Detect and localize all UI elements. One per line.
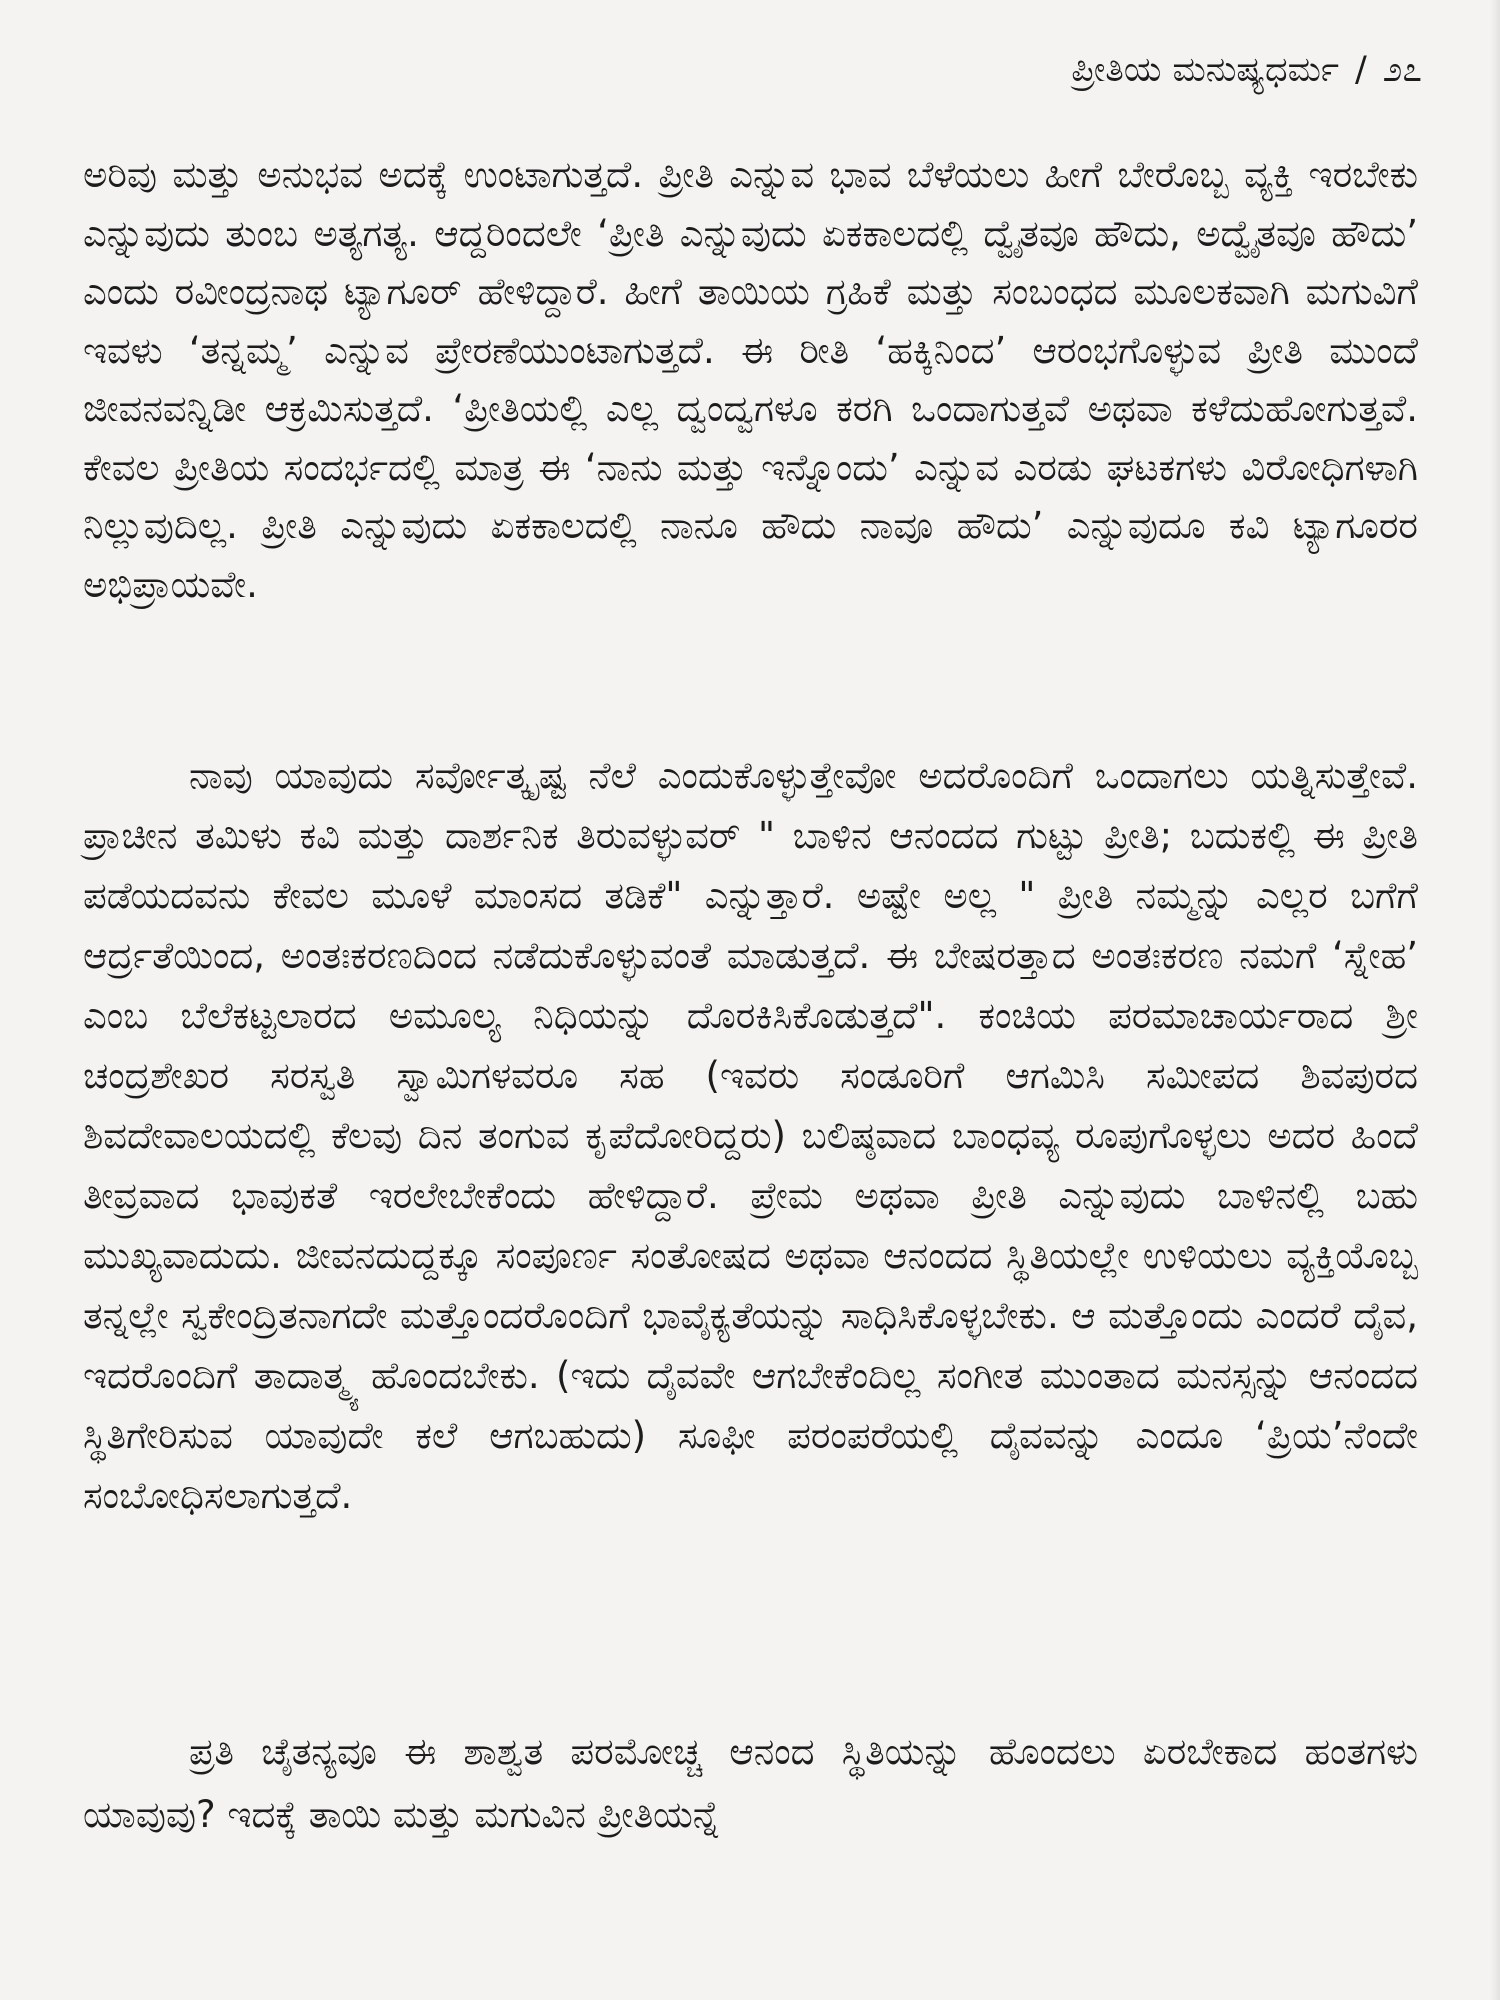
body-paragraph-2: ನಾವು ಯಾವುದು ಸರ್ವೋತ್ಕೃಷ್ಟ ನೆಲೆ ಎಂದುಕೊಳ್ಳುತ್ತೇವೋ ಅದರೊಂದಿಗೆ ಒಂದಾಗಲು ಯತ್ನಿಸುತ್ತೇವೆ. ಪ್ರಾಚೀನ ತಮಿಳು ಕವಿ ಮತ್ತು ದಾರ್ಶನಿಕ ತಿರುವಳ್ಳುವರ್ " ಬಾಳಿನ ಆನಂದದ ಗುಟ್ಟು ಪ್ರೀತಿ; ಬದುಕಲ್ಲಿ ಈ ಪ್ರೀತಿ ಪಡೆಯದವನು ಕೇವಲ ಮೂಳೆ ಮಾಂಸದ ತಡಿಕೆ" ಎನ್ನುತ್ತಾರೆ. ಅಷ್ಟೇ ಅಲ್ಲ " ಪ್ರೀತಿ ನಮ್ಮನ್ನು ಎಲ್ಲರ ಬಗೆಗೆ ಆರ್ದ್ರತೆಯಿಂದ, ಅಂತಃಕರಣದಿಂದ ನಡೆದುಕೊಳ್ಳುವಂತೆ ಮಾಡುತ್ತದೆ. ಈ ಬೇಷರತ್ತಾದ ಅಂತಃಕರಣ ನಮಗೆ ‘ಸ್ನೇಹ’ ಎಂಬ ಬೆಲೆಕಟ್ಟಲಾರದ ಅಮೂಲ್ಯ ನಿಧಿಯನ್ನು ದೊರಕಿಸಿಕೊಡುತ್ತದೆ". ಕಂಚಿಯ ಪರಮಾಚಾರ್ಯರಾದ ಶ್ರೀ ಚಂದ್ರಶೇಖರ ಸರಸ್ವತಿ ಸ್ವಾಮಿಗಳವರೂ ಸಹ (ಇವರು ಸಂಡೂರಿಗೆ ಆಗಮಿಸಿ ಸಮೀಪದ ಶಿವಪುರದ ಶಿವದೇವಾಲಯದಲ್ಲಿ ಕೆಲವು ದಿನ ತಂಗುವ ಕೃಪೆದೋರಿದ್ದರು) ಬಲಿಷ್ಠವಾದ ಬಾಂಧವ್ಯ ರೂಪುಗೊಳ್ಳಲು ಅದರ ಹಿಂದೆ ತೀವ್ರವಾದ ಭಾವುಕತೆ ಇರಲೇಬೇಕೆಂದು ಹೇಳಿದ್ದಾರೆ. ಪ್ರೇಮ ಅಥವಾ ಪ್ರೀತಿ ಎನ್ನುವುದು ಬಾಳಿನಲ್ಲಿ ಬಹು ಮುಖ್ಯವಾದುದು. ಜೀವನದುದ್ದಕ್ಕೂ ಸಂಪೂರ್ಣ ಸಂತೋಷದ ಅಥವಾ ಆನಂದದ ಸ್ಥಿತಿಯಲ್ಲೇ ಉಳಿಯಲು ವ್ಯಕ್ತಿಯೊಬ್ಬ ತನ್ನಲ್ಲೇ ಸ್ವಕೇಂದ್ರಿತನಾಗದೇ ಮತ್ತೊಂದರೊಂದಿಗೆ ಭಾವೈಕ್ಯತೆಯನ್ನು ಸಾಧಿಸಿಕೊಳ್ಳಬೇಕು. ಆ ಮತ್ತೊಂದು ಎಂದರೆ ದೈವ, ಇದರೊಂದಿಗೆ ತಾದಾತ್ಮ್ಯ ಹೊಂದಬೇಕು. (ಇದು ದೈವವೇ ಆಗಬೇಕೆಂದಿಲ್ಲ ಸಂಗೀತ ಮುಂತಾದ ಮನಸ್ಸನ್ನು ಆನಂದದ ಸ್ಥಿತಿಗೇರಿಸುವ ಯಾವುದೇ ಕಲೆ ಆಗಬಹುದು) ಸೂಫೀ ಪರಂಪರೆಯಲ್ಲಿ ದೈವವನ್ನು ಎಂದೂ ‘ಪ್ರಿಯ’ನೆಂದೇ ಸಂಬೋಧಿಸಲಾಗುತ್ತದೆ. [83, 754, 1418, 1517]
running-header-separator: / [1355, 50, 1367, 90]
body-paragraph-3: ಪ್ರತಿ ಚೈತನ್ಯವೂ ಈ ಶಾಶ್ವತ ಪರಮೋಚ್ಚ ಆನಂದ ಸ್ಥಿತಿಯನ್ನು ಹೊಂದಲು ಏರಬೇಕಾದ ಹಂತಗಳು ಯಾವುವು? ಇದಕ್ಕೆ ತಾಯಿ ಮತ್ತು ಮಗುವಿನ ಪ್ರೀತಿಯನ್ನೆ [83, 1730, 1418, 1836]
running-header-title: ಪ್ರೀತಿಯ ಮನುಷ್ಯಧರ್ಮ [1071, 50, 1339, 90]
running-header [1071, 40, 1422, 100]
body-paragraph-1: ಅರಿವು ಮತ್ತು ಅನುಭವ ಅದಕ್ಕೆ ಉಂಟಾಗುತ್ತದೆ. ಪ್ರೀತಿ ಎನ್ನುವ ಭಾವ ಬೆಳೆಯಲು ಹೀಗೆ ಬೇರೊಬ್ಬ ವ್ಯಕ್ತಿ ಇರಬೇಕು ಎನ್ನುವುದು ತುಂಬ ಅತ್ಯಗತ್ಯ. ಆದ್ದರಿಂದಲೇ ‘ಪ್ರೀತಿ ಎನ್ನುವುದು ಏಕಕಾಲದಲ್ಲಿ ದ್ವೈತವೂ ಹೌದು, ಅದ್ವೈತವೂ ಹೌದು’ ಎಂದು ರವೀಂದ್ರನಾಥ ಟ್ಯಾಗೂರ್ ಹೇಳಿದ್ದಾರೆ. ಹೀಗೆ ತಾಯಿಯ ಗ್ರಹಿಕೆ ಮತ್ತು ಸಂಬಂಧದ ಮೂಲಕವಾಗಿ ಮಗುವಿಗೆ ಇವಳು ‘ತನ್ನಮ್ಮ’ ಎನ್ನುವ ಪ್ರೇರಣೆಯುಂಟಾಗುತ್ತದೆ. ಈ ರೀತಿ ‘ಹಕ್ಕಿನಿಂದ’ ಆರಂಭಗೊಳ್ಳುವ ಪ್ರೀತಿ ಮುಂದೆ ಜೀವನವನ್ನಿಡೀ ಆಕ್ರಮಿಸುತ್ತದೆ. ‘ಪ್ರೀತಿಯಲ್ಲಿ ಎಲ್ಲ ದ್ವಂದ್ವಗಳೂ ಕರಗಿ ಒಂದಾಗುತ್ತವೆ ಅಥವಾ ಕಳೆದುಹೋಗುತ್ತವೆ. ಕೇವಲ ಪ್ರೀತಿಯ ಸಂದರ್ಭದಲ್ಲಿ ಮಾತ್ರ ಈ ‘ನಾನು ಮತ್ತು ಇನ್ನೊಂದು’ ಎನ್ನುವ ಎರಡು ಘಟಕಗಳು ವಿರೋಧಿಗಳಾಗಿ ನಿಲ್ಲುವುದಿಲ್ಲ. ಪ್ರೀತಿ ಎನ್ನುವುದು ಏಕಕಾಲದಲ್ಲಿ ನಾನೂ ಹೌದು ನಾವೂ ಹೌದು’ ಎನ್ನುವುದೂ ಕವಿ ಟ್ಯಾಗೂರರ ಅಭಿಪ್ರಾಯವೇ. [83, 153, 1418, 606]
page-edge-shadow [1490, 0, 1500, 2000]
page-number: ೨೭ [1382, 50, 1422, 90]
